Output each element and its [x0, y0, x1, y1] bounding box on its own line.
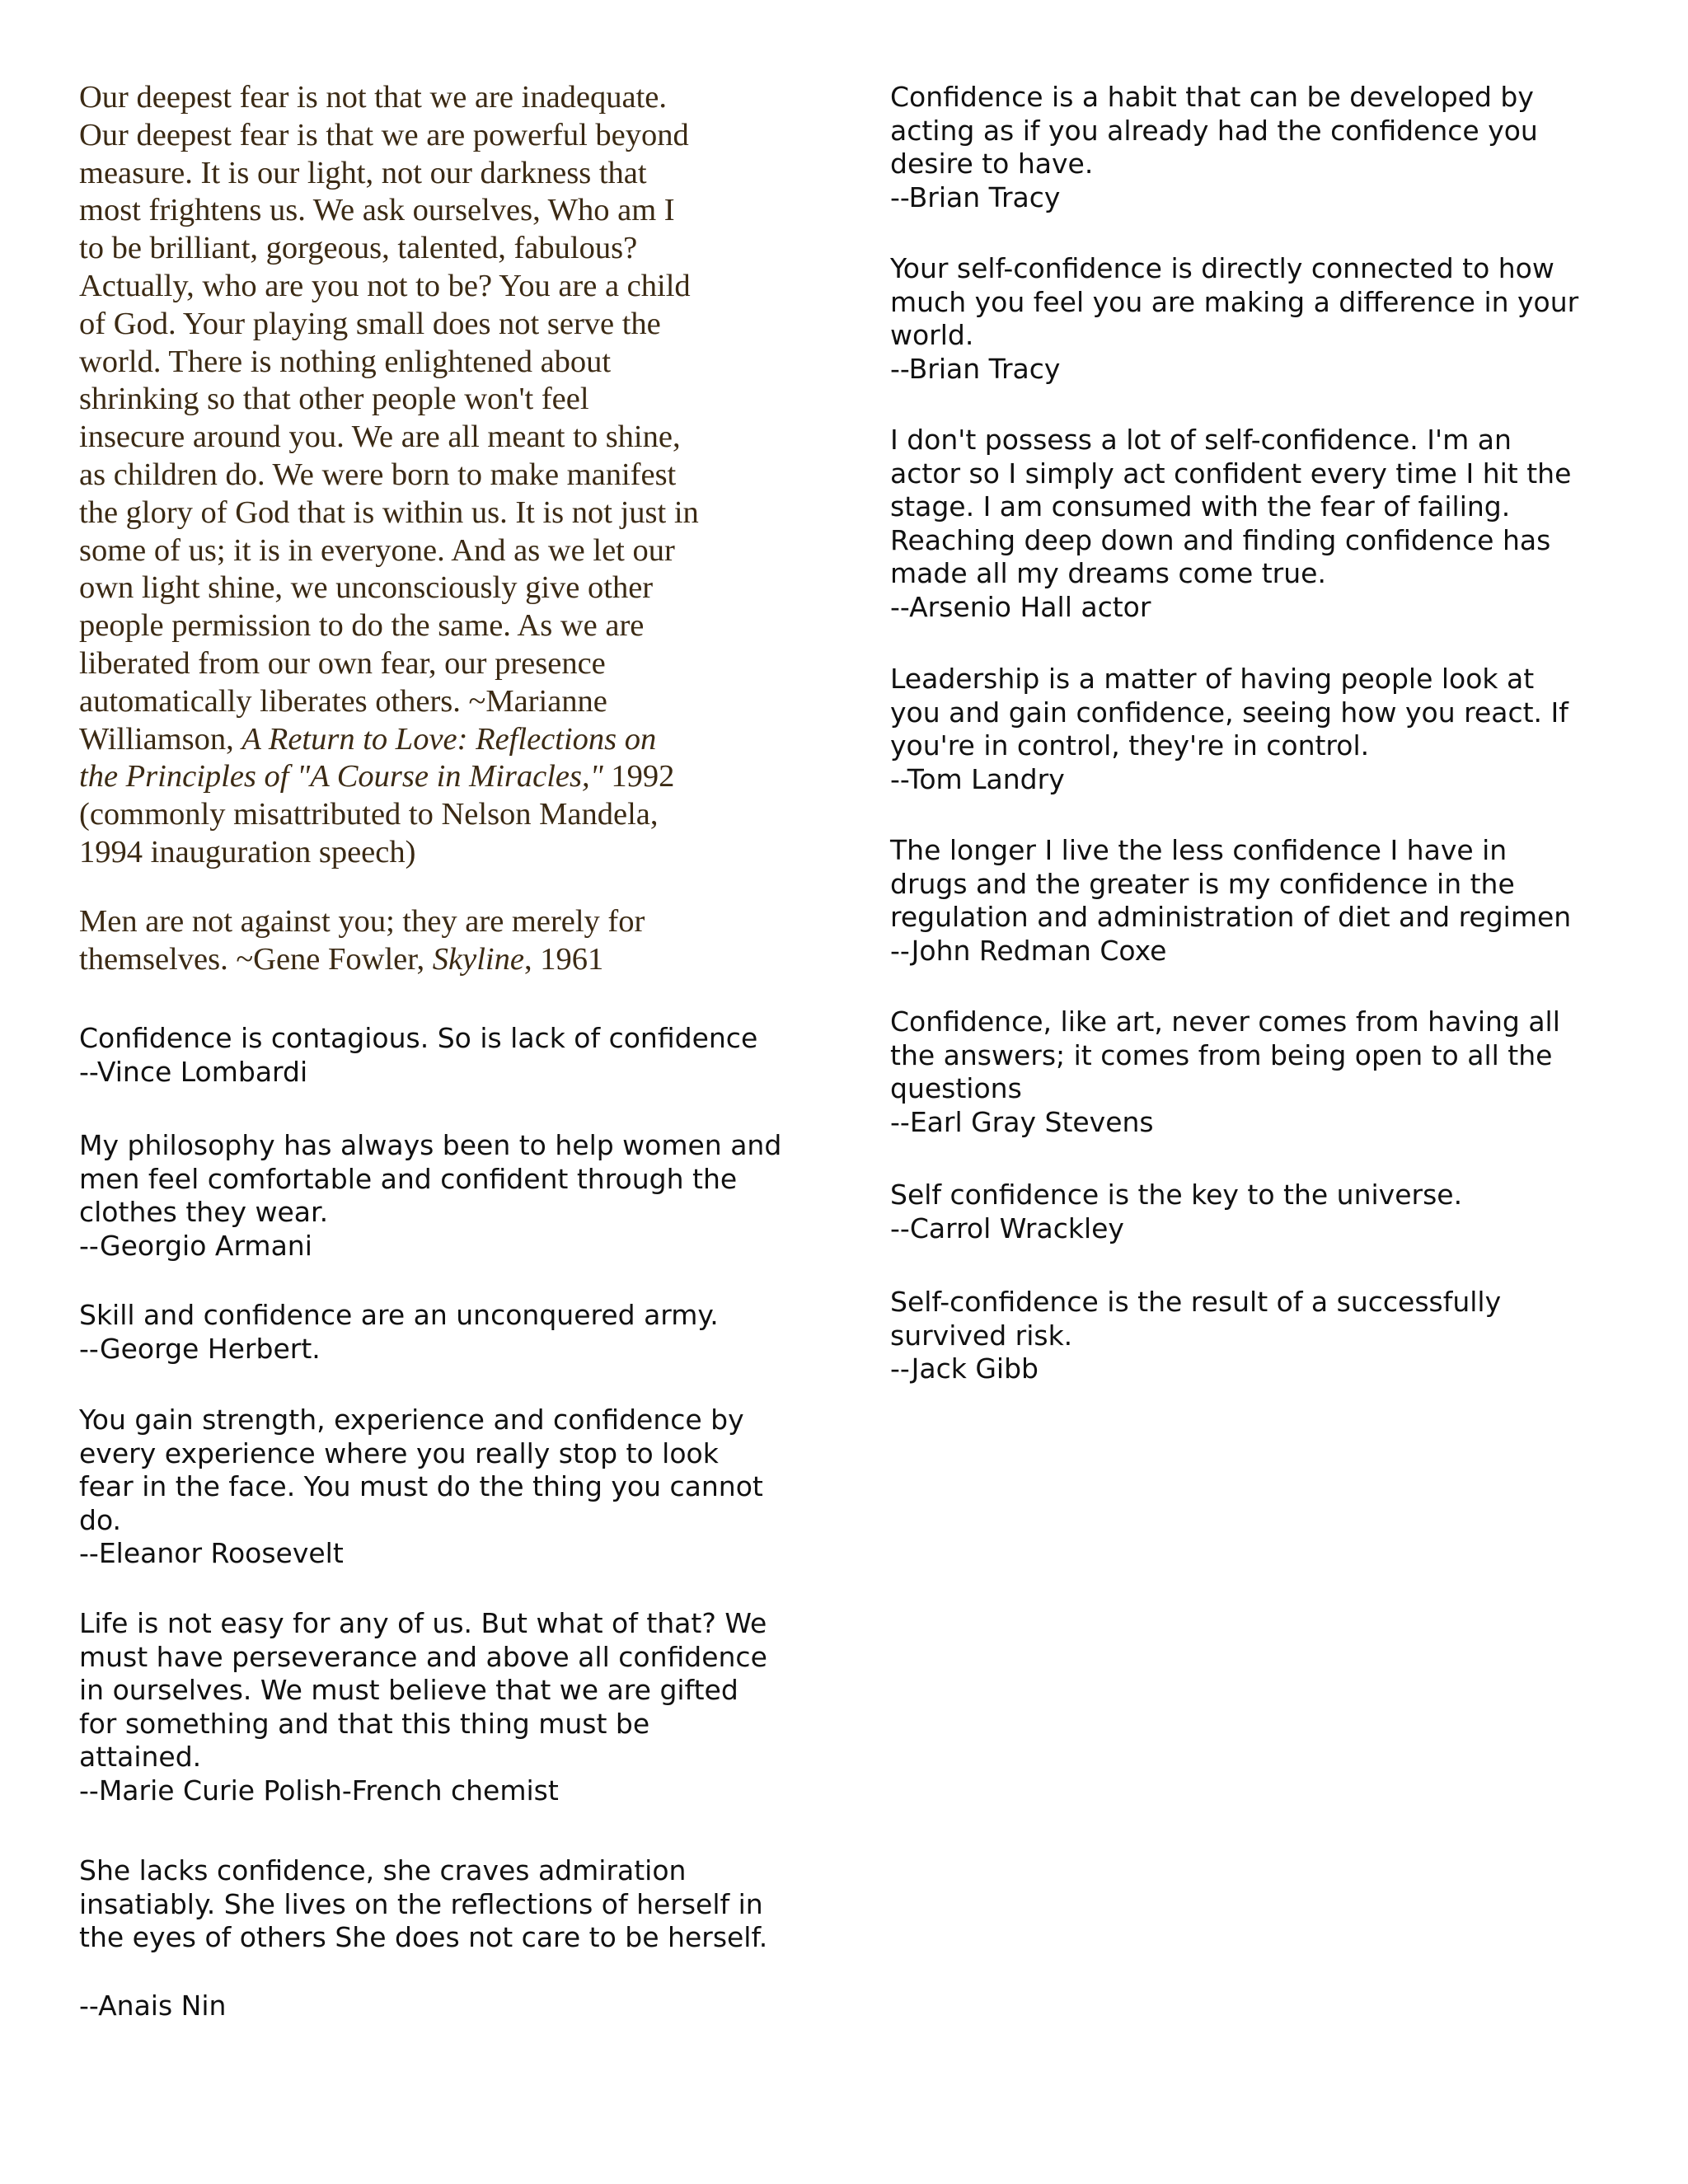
quote-line: people permission to do the same. As we are	[79, 608, 645, 644]
quote-stevens	[890, 1005, 1632, 1139]
quote-author: --George Herbert.	[79, 1332, 321, 1365]
attribution-year: 1992	[603, 759, 675, 794]
quote-line: desire to have.	[890, 148, 1094, 180]
quote-line: for something and that this thing must be	[79, 1707, 650, 1740]
quote-line: Confidence is contagious. So is lack of confidence	[79, 1022, 758, 1054]
quote-armani	[79, 1129, 804, 1263]
quote-line: regulation and administration of diet and regimen	[890, 901, 1572, 933]
quote-author: --Brian Tracy	[890, 180, 1061, 213]
quote-line: Men are not against you; they are merely for	[79, 904, 645, 939]
quote-curie	[79, 1607, 804, 1807]
quote-landry	[890, 663, 1632, 796]
quote-attribution-line: 1994 inauguration speech)	[79, 834, 416, 869]
quote-line: survived risk.	[890, 1319, 1073, 1352]
quote-lombardi	[79, 1022, 804, 1089]
quote-line: clothes they wear.	[79, 1196, 329, 1228]
quote-line: liberated from our own fear, our presence	[79, 645, 606, 681]
quote-attribution-line	[79, 721, 804, 759]
quote-line: actor so I simply act confident every time I hit the	[890, 457, 1572, 490]
quote-fowler	[79, 903, 804, 979]
quote-author: --John Redman Coxe	[890, 934, 1167, 967]
book-title: Skyline	[432, 941, 524, 977]
quote-hall	[890, 424, 1632, 624]
quote-line: every experience where you really stop to look	[79, 1436, 719, 1469]
quote-author: --Brian Tracy	[890, 352, 1061, 385]
quote-author: --Arsenio Hall actor	[890, 590, 1151, 623]
quote-line: I don't possess a lot of self-confidence. I'm an	[890, 424, 1512, 456]
quote-line: Actually, who are you not to be? You are a child	[79, 268, 691, 303]
quote-nin	[79, 1854, 804, 1955]
quote-line: Self-confidence is the result of a successfully	[890, 1286, 1502, 1318]
quote-line: Your self-confidence is directly connected to how	[890, 252, 1554, 284]
quote-line: the glory of God that is within us. It is not just in	[79, 494, 699, 530]
quote-line: Our deepest fear is that we are powerful beyond	[79, 117, 689, 152]
quote-author: --Jack Gibb	[890, 1352, 1039, 1385]
quote-herbert	[79, 1299, 804, 1366]
quote-line: Self confidence is the key to the universe.	[890, 1179, 1463, 1211]
quote-williamson	[79, 79, 804, 872]
quote-line: must have perseverance and above all confidence	[79, 1640, 767, 1673]
quote-line: own light shine, we unconsciously give other	[79, 570, 654, 606]
quote-line: made all my dreams come true.	[890, 557, 1326, 589]
quote-line: Reaching deep down and finding confidence has	[890, 523, 1551, 556]
quote-line: to be brilliant, gorgeous, talented, fabulous?	[79, 231, 638, 266]
quote-line: acting as if you already had the confidence you	[890, 114, 1538, 147]
quote-author: --Earl Gray Stevens	[890, 1105, 1154, 1138]
quote-line: much you feel you are making a difference in your	[890, 285, 1579, 318]
quote-line: fear in the face. You must do the thing you cannot	[79, 1470, 763, 1502]
quote-author: --Tom Landry	[890, 762, 1065, 795]
quote-nin-author-block	[79, 1990, 804, 2023]
quote-line: questions	[890, 1072, 1022, 1104]
quote-line: you and gain confidence, seeing how you react. If	[890, 696, 1568, 729]
quote-line: of God. Your playing small does not serve the	[79, 306, 661, 341]
quote-author: --Marie Curie Polish-French chemist	[79, 1774, 559, 1807]
quote-line: Leadership is a matter of having people look at	[890, 663, 1535, 695]
quote-coxe	[890, 834, 1632, 968]
quote-author: --Vince Lombardi	[79, 1055, 308, 1088]
quote-line: measure. It is our light, not our darkness that	[79, 155, 647, 190]
quote-line: Confidence is a habit that can be developed by	[890, 81, 1534, 113]
quote-attribution-line: (commonly misattributed to Nelson Mandela,	[79, 797, 659, 832]
quote-roosevelt	[79, 1404, 804, 1571]
quote-attribution-line	[79, 941, 804, 979]
attribution-year: , 1961	[523, 941, 604, 977]
quote-line: the answers; it comes from being open to all the	[890, 1038, 1553, 1071]
quote-attribution-line	[79, 758, 804, 796]
quote-author: --Eleanor Roosevelt	[79, 1537, 344, 1569]
quote-line: as children do. We were born to make manifest	[79, 457, 677, 492]
quote-author: --Anais Nin	[79, 1990, 227, 2022]
quote-line: insatiably. She lives on the reflections of herself in	[79, 1887, 763, 1920]
attribution-text: Williamson,	[79, 721, 242, 757]
quote-tracy-habit	[890, 81, 1632, 214]
quote-line: shrinking so that other people won't feel	[79, 382, 589, 417]
book-title: the Principles of "A Course in Miracles,"	[79, 759, 603, 794]
quote-line: some of us; it is in everyone. And as we let our	[79, 532, 675, 568]
quote-line: automatically liberates others. ~Marianne	[79, 683, 607, 719]
quote-line: do.	[79, 1503, 122, 1536]
quote-line: you're in control, they're in control.	[890, 729, 1370, 762]
quote-tracy-difference	[890, 252, 1632, 386]
quote-line: Life is not easy for any of us. But what of that? We	[79, 1607, 767, 1639]
attribution-text: themselves. ~Gene Fowler,	[79, 941, 433, 977]
quote-line: She lacks confidence, she craves admiration	[79, 1854, 687, 1886]
quote-line: the eyes of others She does not care to be herself.	[79, 1921, 768, 1953]
quote-line: attained.	[79, 1741, 202, 1773]
quote-line: insecure around you. We are all meant to shine,	[79, 419, 681, 455]
quote-line: stage. I am consumed with the fear of failing.	[890, 490, 1511, 523]
quote-wrackley	[890, 1179, 1632, 1245]
quote-author: --Carrol Wrackley	[890, 1212, 1124, 1244]
quote-line: men feel comfortable and confident through the	[79, 1162, 738, 1195]
quote-line: world.	[890, 319, 974, 351]
quote-line: You gain strength, experience and confidence by	[79, 1404, 744, 1436]
quote-line: The longer I live the less confidence I have in	[890, 834, 1507, 866]
quote-line: in ourselves. We must believe that we are gifted	[79, 1674, 738, 1706]
quote-line: drugs and the greater is my confidence in the	[890, 867, 1515, 900]
quote-line: Confidence, like art, never comes from having all	[890, 1005, 1560, 1038]
quote-line: most frightens us. We ask ourselves, Who am I	[79, 193, 675, 228]
quote-line: world. There is nothing enlightened about	[79, 344, 612, 379]
quote-line: My philosophy has always been to help women and	[79, 1129, 782, 1161]
quote-gibb	[890, 1286, 1632, 1386]
quote-line: Our deepest fear is not that we are inadequate.	[79, 80, 668, 115]
book-title: A Return to Love: Reflections on	[241, 721, 657, 757]
quote-author: --Georgio Armani	[79, 1229, 312, 1262]
quote-line: Skill and confidence are an unconquered army.	[79, 1299, 719, 1331]
